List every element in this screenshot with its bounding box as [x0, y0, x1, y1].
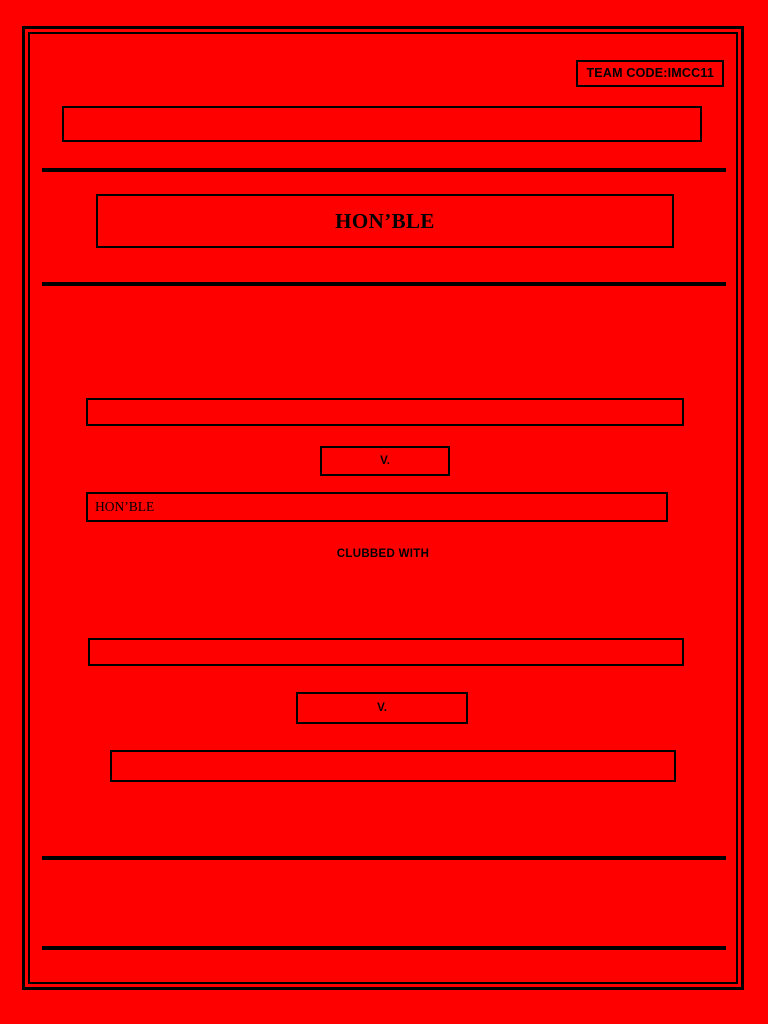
page-content: [40, 44, 726, 972]
case-two-versus-box: [296, 692, 468, 724]
case-one-versus-box: [320, 446, 450, 476]
title-band-box: [62, 106, 702, 142]
footer-lower-text: [42, 952, 726, 970]
footer-upper-text: [42, 864, 726, 942]
court-heading-text: HON’BLE: [335, 208, 435, 233]
case-two-respondent-box: [110, 750, 676, 782]
divider-rule-top: [42, 168, 726, 172]
clubbed-with-label: CLUBBED WITH: [336, 548, 430, 560]
court-heading-box: [96, 194, 674, 248]
case-two-petitioner-box: [88, 638, 684, 666]
case-one-respondent-box: [86, 492, 668, 522]
case-one-petitioner-box: [86, 398, 684, 426]
case-one-versus-text: V.: [380, 455, 390, 467]
divider-rule-footer-bottom: [42, 946, 726, 950]
case-one-respondent-text: HON’BLE: [95, 499, 155, 514]
divider-rule-footer-top: [42, 856, 726, 860]
divider-rule-second: [42, 282, 726, 286]
team-code-box: TEAM CODE:IMCC11: [576, 60, 724, 87]
case-two-versus-text: V.: [377, 702, 387, 714]
